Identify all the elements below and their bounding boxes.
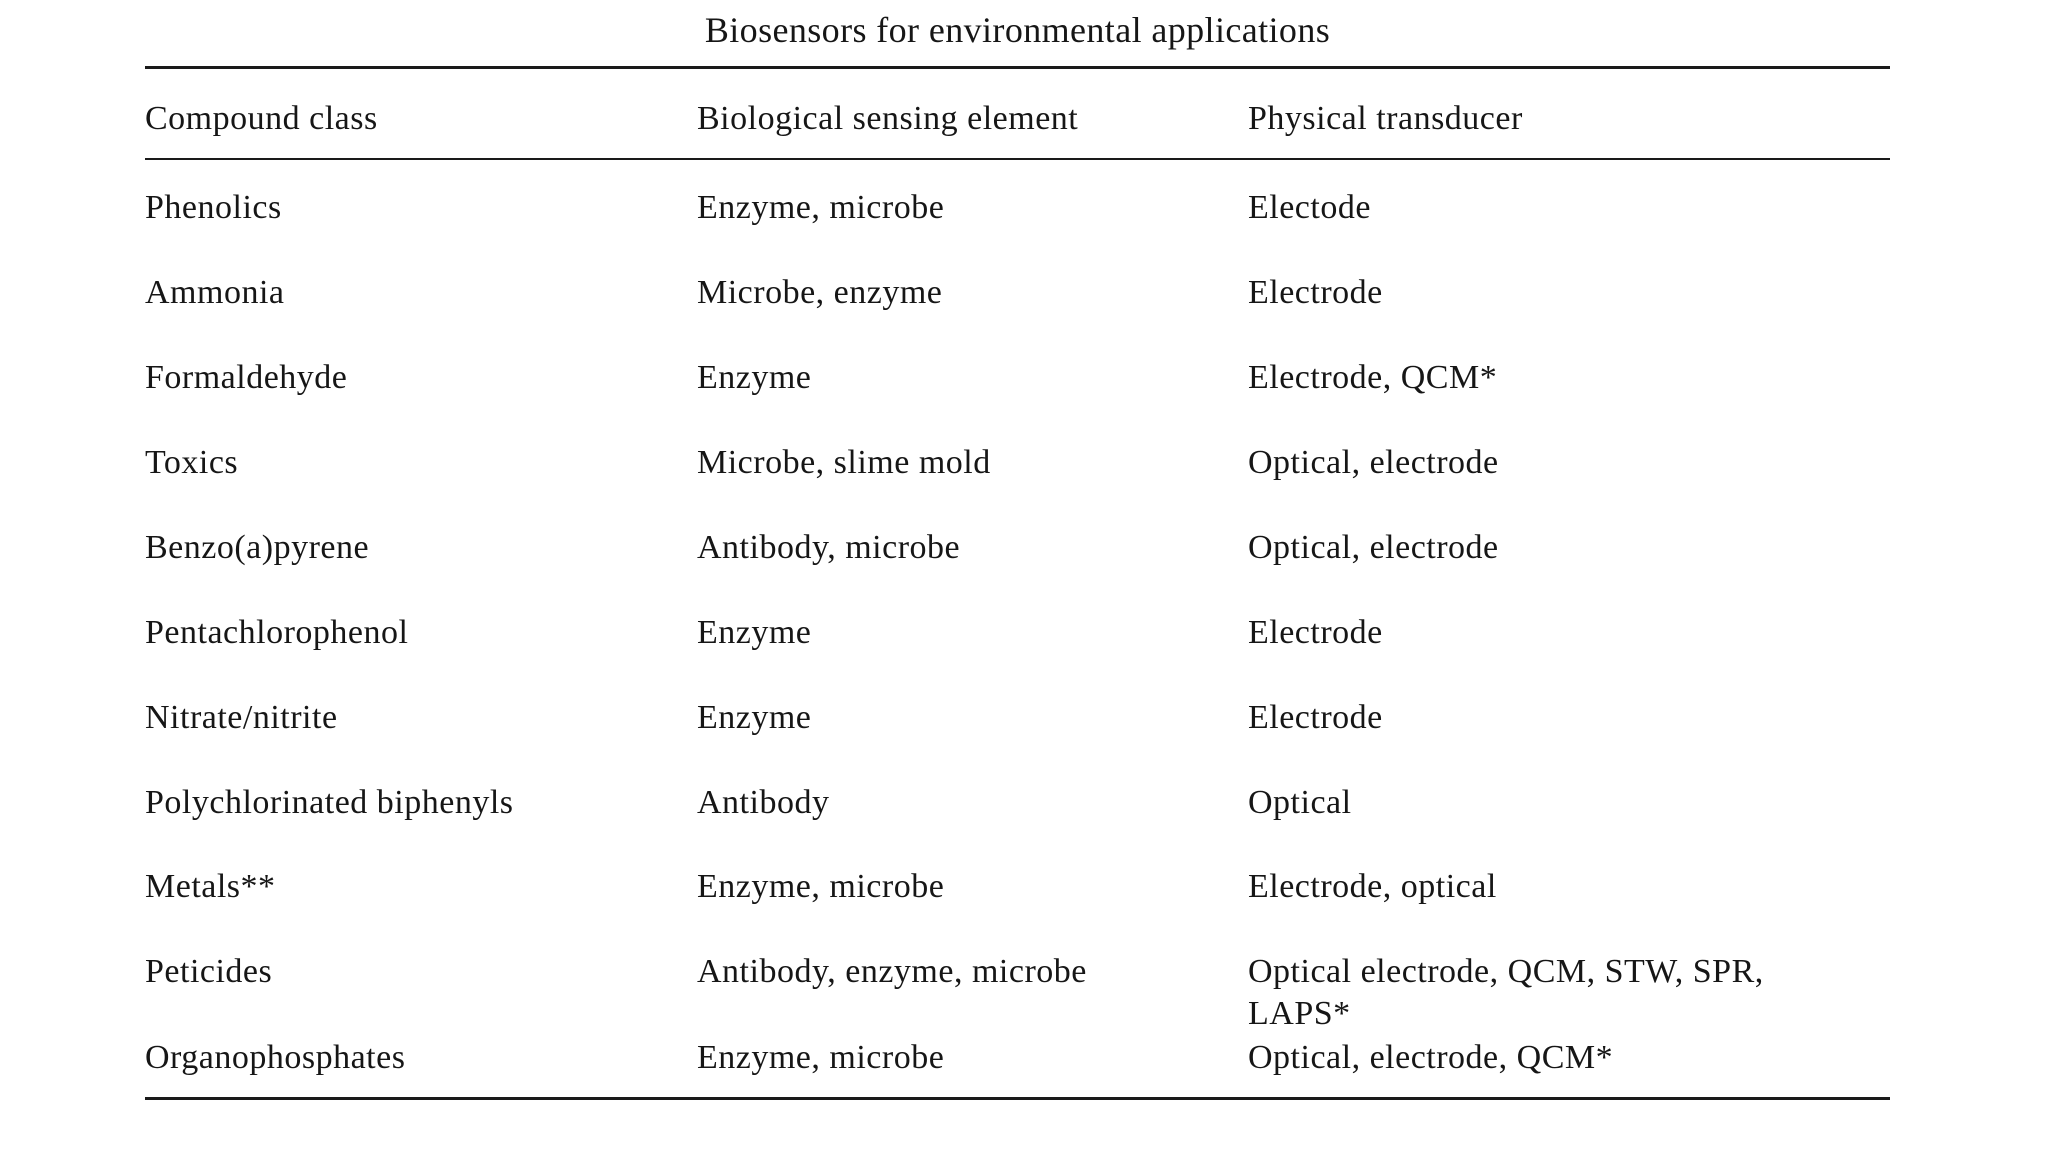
sensing-element-cell: Microbe, enzyme xyxy=(697,274,943,311)
row-organophosphates xyxy=(145,1037,1890,1087)
row-phenolics xyxy=(145,187,1890,237)
header-compound-class: Compound class xyxy=(145,100,378,137)
row-benzo-a-pyrene xyxy=(145,527,1890,577)
compound-class-cell: Metals** xyxy=(145,868,276,905)
bottom-rule xyxy=(145,1097,1890,1100)
transducer-cell: Optical xyxy=(1248,784,1352,821)
row-nitrate-nitrite xyxy=(145,697,1890,747)
sensing-element-cell: Antibody, enzyme, microbe xyxy=(697,953,1087,990)
transducer-cell: Electrode, QCM* xyxy=(1248,359,1498,396)
row-formaldehyde xyxy=(145,357,1890,407)
sensing-element-cell: Enzyme xyxy=(697,699,812,736)
transducer-cell: Optical electrode, QCM, STW, SPR, LAPS* xyxy=(1248,953,1764,1032)
sensing-element-cell: Enzyme xyxy=(697,359,812,396)
table-title: Biosensors for environmental applications xyxy=(704,10,1331,50)
compound-class-cell: Polychlorinated biphenyls xyxy=(145,784,514,821)
table-header-row xyxy=(145,98,1890,148)
sensing-element-cell: Enzyme, microbe xyxy=(697,868,945,905)
row-peticides xyxy=(145,951,1890,1032)
compound-class-cell: Pentachlorophenol xyxy=(145,614,409,651)
header-rule xyxy=(145,158,1890,160)
transducer-cell: Optical, electrode, QCM* xyxy=(1248,1039,1614,1076)
compound-class-cell: Ammonia xyxy=(145,274,285,311)
header-physical-transducer: Physical transducer xyxy=(1248,100,1523,137)
top-rule xyxy=(145,66,1890,69)
compound-class-cell: Peticides xyxy=(145,953,273,990)
compound-class-cell: Organophosphates xyxy=(145,1039,406,1076)
transducer-cell: Electrode xyxy=(1248,699,1383,736)
sensing-element-cell: Enzyme, microbe xyxy=(697,1039,945,1076)
header-biological-sensing-element: Biological sensing element xyxy=(697,100,1079,137)
compound-class-cell: Toxics xyxy=(145,444,239,481)
sensing-element-cell: Antibody xyxy=(697,784,830,821)
row-polychlorinated-biphenyls xyxy=(145,782,1890,832)
transducer-cell: Electrode xyxy=(1248,274,1383,311)
compound-class-cell: Nitrate/nitrite xyxy=(145,699,338,736)
sensing-element-cell: Antibody, microbe xyxy=(697,529,961,566)
row-ammonia xyxy=(145,272,1890,322)
row-toxics xyxy=(145,442,1890,492)
row-pentachlorophenol xyxy=(145,612,1890,662)
transducer-cell: Optical, electrode xyxy=(1248,444,1499,481)
sensing-element-cell: Enzyme xyxy=(697,614,812,651)
row-metals xyxy=(145,866,1890,916)
transducer-cell: Optical, electrode xyxy=(1248,529,1499,566)
sensing-element-cell: Microbe, slime mold xyxy=(697,444,991,481)
compound-class-cell: Formaldehyde xyxy=(145,359,348,396)
transducer-cell: Electode xyxy=(1248,189,1371,226)
transducer-cell: Electrode xyxy=(1248,614,1383,651)
compound-class-cell: Benzo(a)pyrene xyxy=(145,529,370,566)
sensing-element-cell: Enzyme, microbe xyxy=(697,189,945,226)
compound-class-cell: Phenolics xyxy=(145,189,282,226)
transducer-cell: Electrode, optical xyxy=(1248,868,1497,905)
